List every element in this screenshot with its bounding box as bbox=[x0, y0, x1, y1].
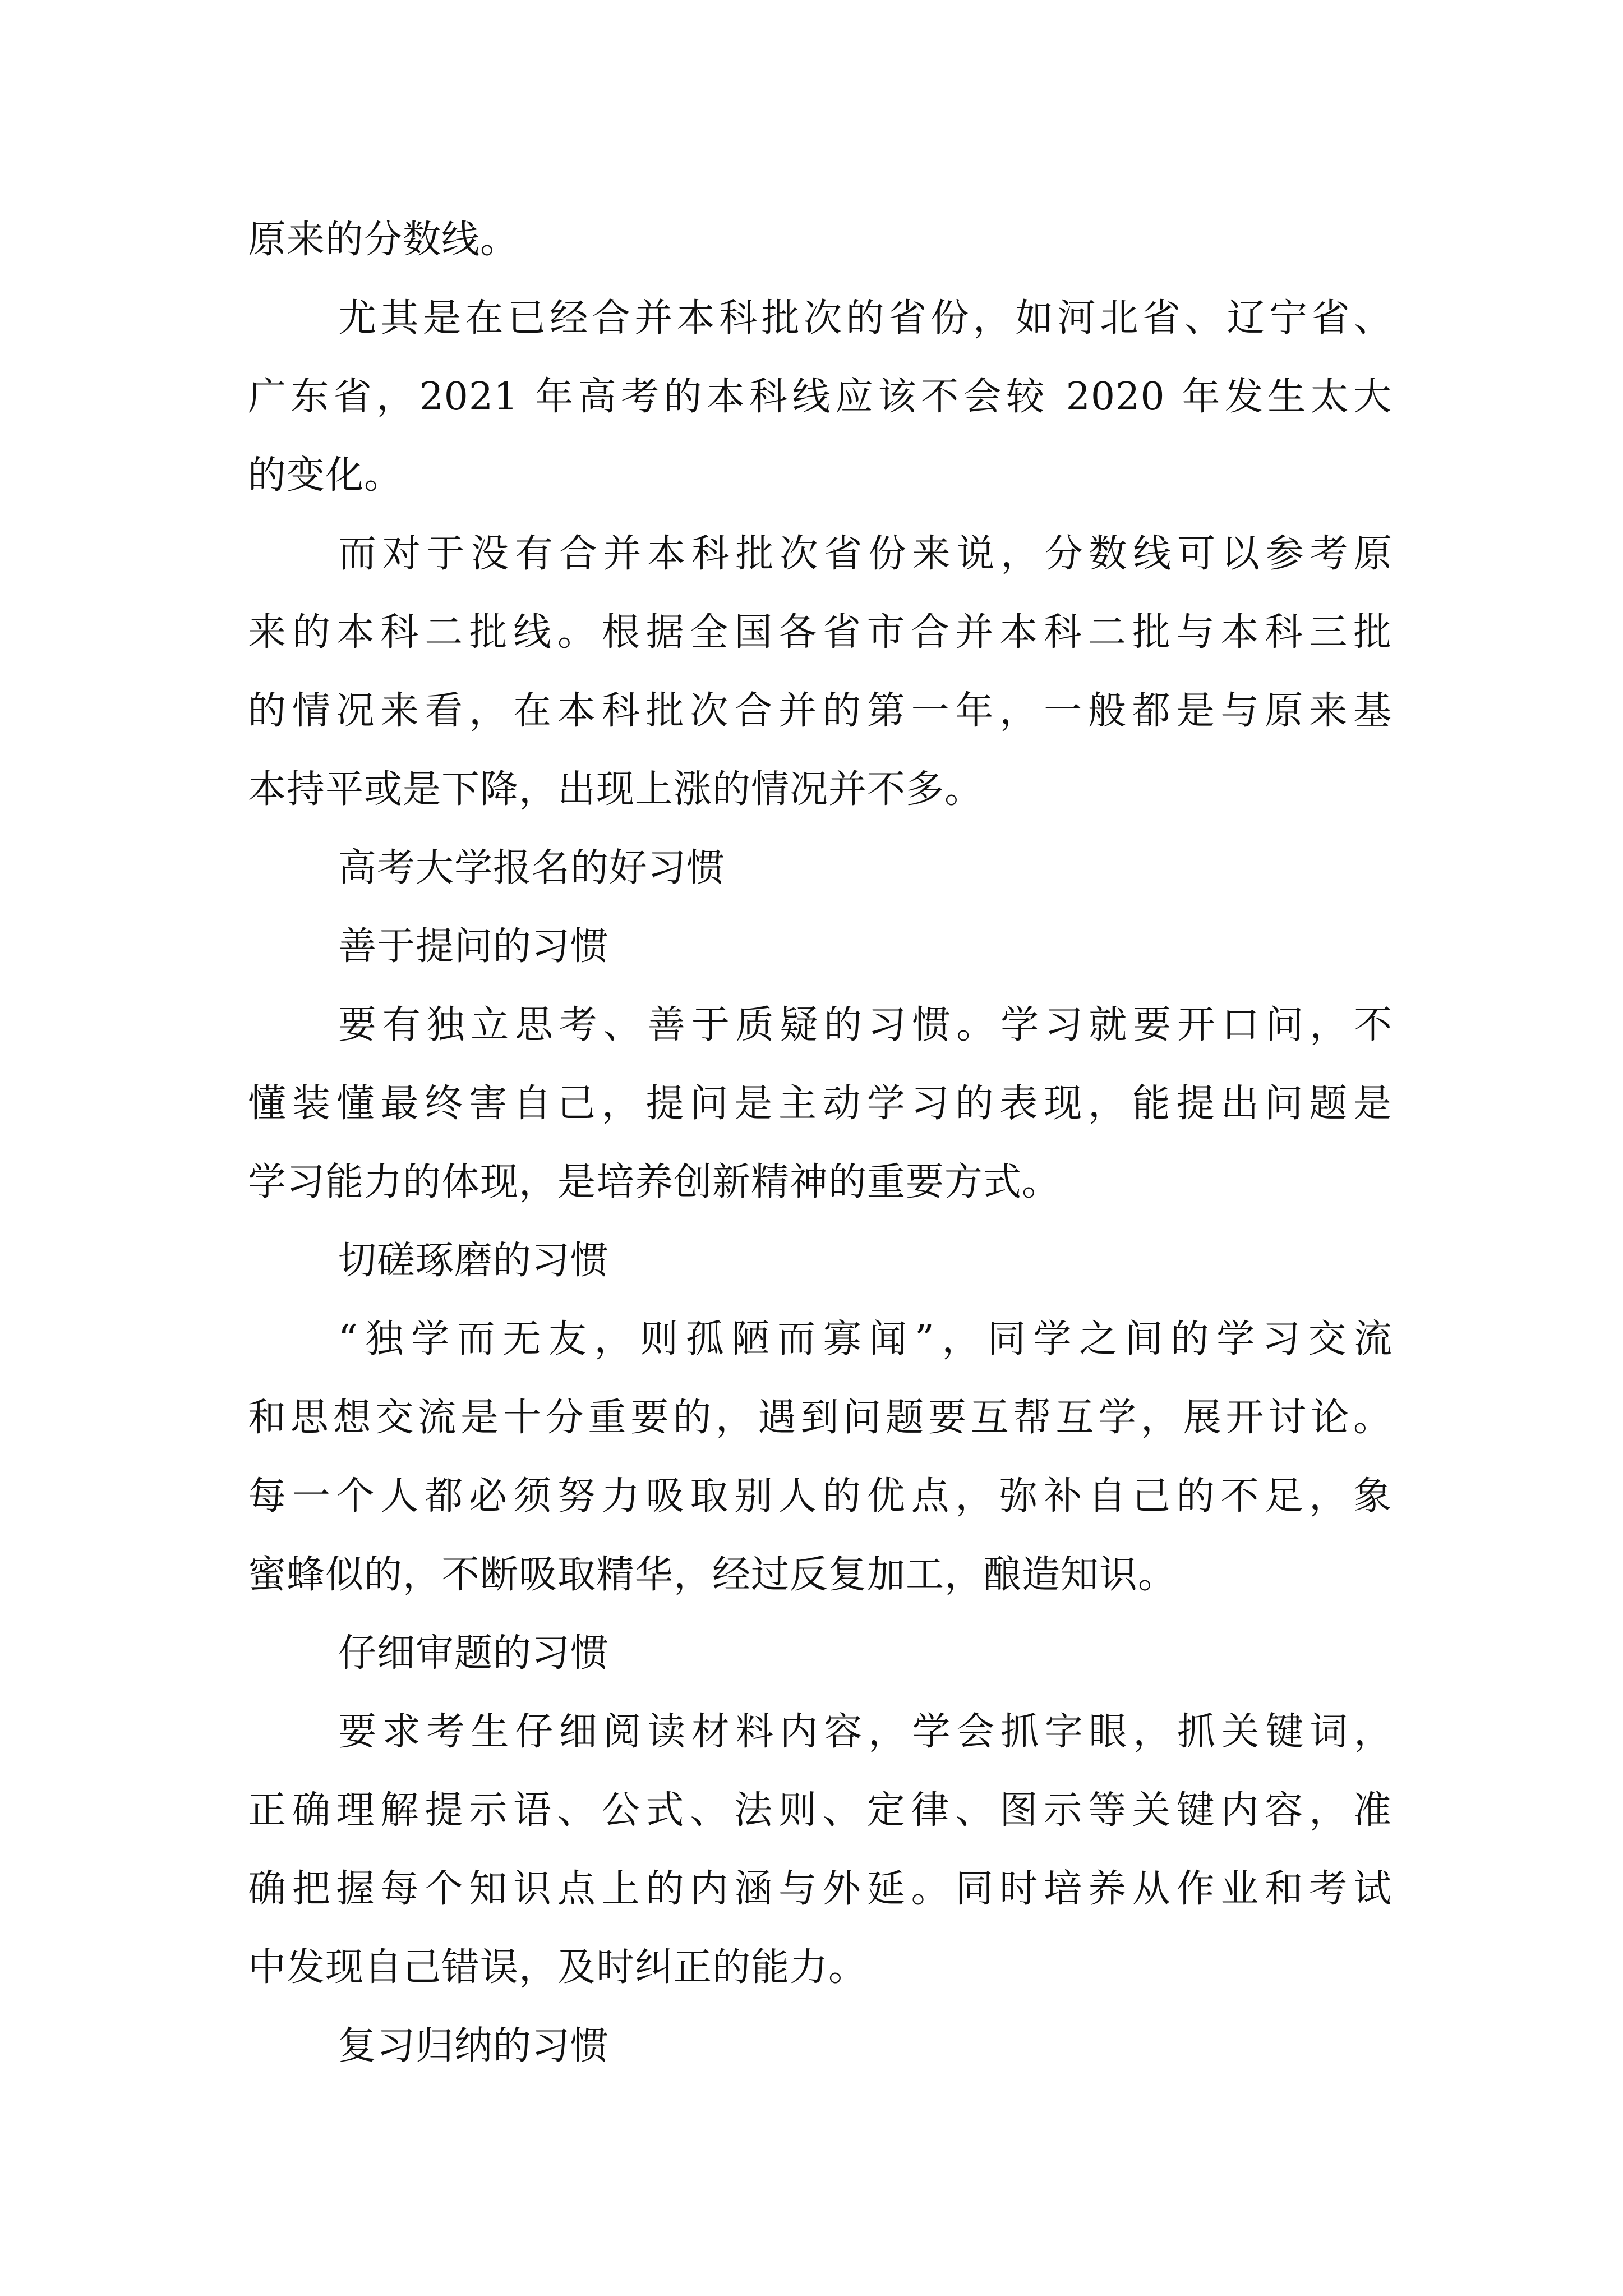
text-line: “独学而无友，则孤陋而寡闻”，同学之间的学习交流 bbox=[338, 1317, 1393, 1361]
text-line: 懂装懂最终害自己，提问是主动学习的表现，能提出问题是 bbox=[248, 1082, 1392, 1126]
text-line: 中发现自己错误，及时纠正的能力。 bbox=[248, 1945, 868, 1990]
text-line: 学习能力的体现，是培养创新精神的重要方式。 bbox=[248, 1160, 1061, 1204]
text-line: 的变化。 bbox=[248, 453, 403, 498]
section-heading: 切磋琢磨的习惯 bbox=[338, 1239, 610, 1283]
section-heading: 高考大学报名的好习惯 bbox=[338, 846, 726, 890]
text-line: 来的本科二批线。根据全国各省市合并本科二批与本科三批 bbox=[248, 610, 1392, 655]
text-line: 要有独立思考、善于质疑的习惯。学习就要开口问，不 bbox=[338, 1003, 1393, 1047]
text-line: 而对于没有合并本科批次省份来说，分数线可以参考原 bbox=[338, 532, 1393, 576]
text-line: 原来的分数线。 bbox=[248, 218, 519, 262]
section-heading: 复习归纳的习惯 bbox=[338, 2024, 610, 2068]
text-line: 每一个人都必须努力吸取别人的优点，弥补自己的不足，象 bbox=[248, 1474, 1392, 1519]
text-line: 蜜蜂似的，不断吸取精华，经过反复加工，酿造知识。 bbox=[248, 1553, 1177, 1597]
text-line: 和思想交流是十分重要的，遇到问题要互帮互学，展开讨论。 bbox=[248, 1396, 1392, 1440]
text-line: 正确理解提示语、公式、法则、定律、图示等关键内容，准 bbox=[248, 1788, 1392, 1833]
text-line: 确把握每个知识点上的内涵与外延。同时培养从作业和考试 bbox=[248, 1867, 1392, 1911]
section-heading: 善于提问的习惯 bbox=[338, 924, 610, 969]
text-line: 尤其是在已经合并本科批次的省份，如河北省、辽宁省、 bbox=[338, 296, 1393, 341]
text-line: 广东省，2021 年高考的本科线应该不会较 2020 年发生太大 bbox=[248, 375, 1392, 419]
text-line: 的情况来看，在本科批次合并的第一年，一般都是与原来基 bbox=[248, 689, 1392, 733]
section-heading: 仔细审题的习惯 bbox=[338, 1631, 610, 1676]
text-line: 要求考生仔细阅读材料内容，学会抓字眼，抓关键词， bbox=[338, 1710, 1393, 1754]
text-line: 本持平或是下降，出现上涨的情况并不多。 bbox=[248, 767, 984, 812]
